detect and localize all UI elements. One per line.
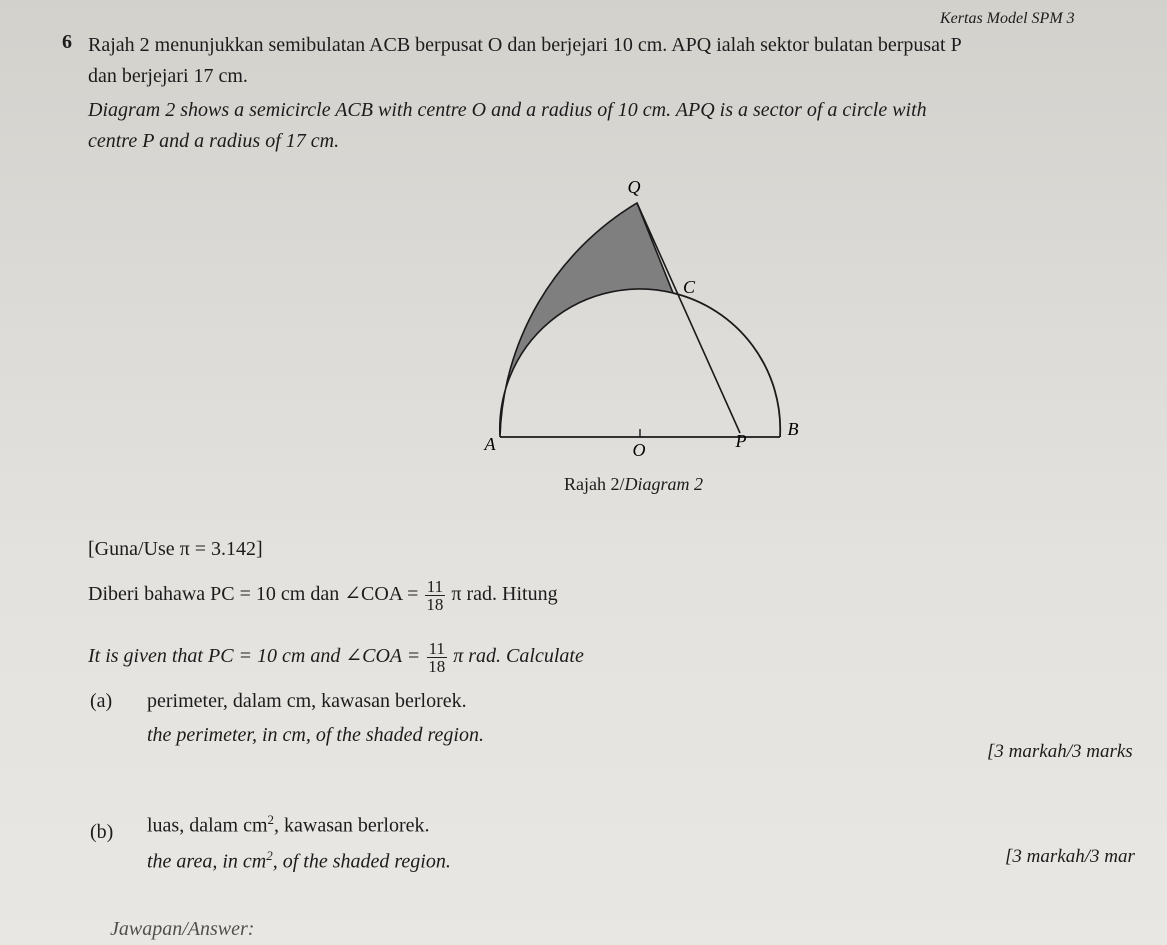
- label-c: C: [682, 277, 696, 297]
- intro-english-line1: Diagram 2 shows a semicircle ACB with centre O and a radius of 10 cm. APQ is a sector of a circle with: [88, 99, 927, 121]
- shaded-region: [500, 203, 673, 437]
- part-b-english-suffix: , of the shaded region.: [272, 850, 451, 873]
- part-b-malay: [147, 812, 430, 838]
- part-b-malay-suffix: , kawasan berlorek.: [274, 814, 430, 837]
- caption-malay: Rajah 2/: [564, 474, 625, 494]
- given-malay-prefix: Diberi bahawa PC = 10 cm dan ∠COA =: [88, 583, 419, 606]
- question-number: 6: [62, 31, 72, 53]
- given-malay-suffix: π rad. Hitung: [451, 583, 558, 606]
- part-b-label: (b): [90, 821, 114, 843]
- part-b-english-sup: 2: [266, 848, 273, 863]
- label-p: P: [735, 431, 747, 451]
- given-malay: [88, 578, 558, 613]
- answer-heading: Jawapan/Answer:: [110, 918, 255, 940]
- angle-fraction-malay: [424, 578, 445, 613]
- fraction-denominator: 18: [428, 657, 446, 676]
- intro-malay-line1: Rajah 2 menunjukkan semibulatan ACB berpusat O dan berjejari 10 cm. APQ ialah sektor bulatan berpusat P: [88, 34, 962, 56]
- intro-english-line2: centre P and a radius of 17 cm.: [88, 130, 340, 152]
- page-header: Kertas Model SPM 3: [940, 10, 1075, 27]
- label-a: A: [484, 434, 496, 454]
- intro-malay-line2: dan berjejari 17 cm.: [88, 65, 248, 87]
- fraction-denominator: 18: [426, 595, 444, 614]
- part-a-english: the perimeter, in cm, of the shaded region.: [147, 724, 484, 746]
- semicircle-arc: [673, 293, 780, 437]
- part-a-marks: [3 markah/3 marks: [987, 741, 1133, 762]
- part-b-malay-sup: 2: [267, 812, 275, 827]
- given-english-suffix: π rad. Calculate: [453, 645, 584, 668]
- part-b-marks: [3 markah/3 mar: [1005, 846, 1135, 867]
- fraction-numerator: 11: [426, 577, 444, 596]
- part-a-malay: perimeter, dalam cm, kawasan berlorek.: [147, 690, 467, 712]
- part-a-label: (a): [90, 690, 113, 712]
- fraction-numerator: 11: [428, 639, 445, 658]
- use-pi-note: [Guna/Use π = 3.142]: [88, 538, 263, 560]
- part-b-english: [147, 848, 451, 874]
- given-english-prefix: It is given that PC = 10 cm and ∠COA =: [88, 645, 421, 668]
- part-b-english-prefix: the area, in cm: [147, 850, 267, 873]
- diagram-caption: [564, 474, 703, 495]
- caption-english: Diagram 2: [624, 474, 704, 494]
- label-q: Q: [627, 177, 641, 197]
- part-b-malay-prefix: luas, dalam cm: [147, 814, 268, 837]
- label-o: O: [632, 440, 646, 460]
- given-english: [88, 640, 584, 675]
- label-b: B: [787, 419, 799, 439]
- angle-fraction-english: [426, 640, 447, 675]
